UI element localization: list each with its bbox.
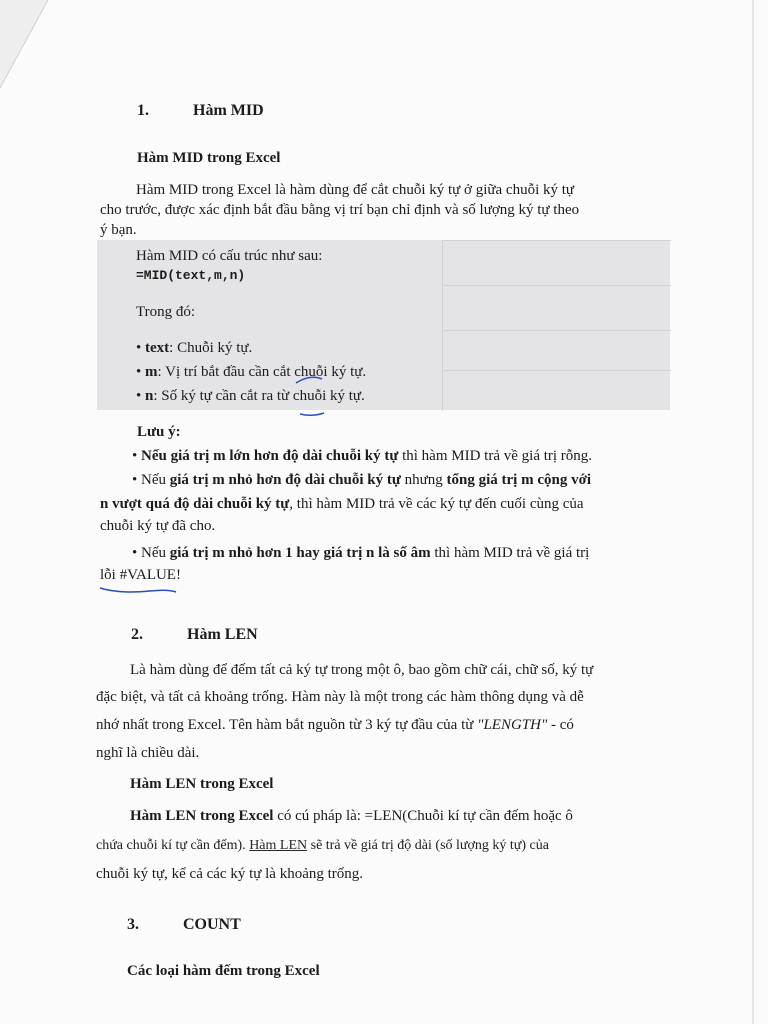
note3-line2: lỗi #VALUE! [100, 567, 181, 583]
pen-underline-value [100, 588, 176, 592]
param-name: n [145, 388, 154, 404]
note-label: Lưu ý: [137, 424, 181, 440]
note2-f: , thì hàm MID trả về các ký tự đến cuối cùng của [289, 496, 584, 512]
note2-d: tổng giá trị m cộng với [446, 472, 592, 488]
section2-desc-line4: nghĩ là chiều dài. [96, 745, 200, 761]
section2-subtitle: Hàm LEN trong Excel [130, 776, 274, 792]
syntax2-b: sẽ trả về giá trị độ dài (số lượng ký tự) của [307, 838, 549, 853]
section1-number: 1. [137, 102, 149, 119]
note3-c: thì hàm MID trả về giá trị [430, 545, 590, 561]
syntax-rest: có cú pháp là: =LEN(Chuỗi kí tự cần đếm hoặc ô [273, 808, 573, 824]
note2-line3: chuỗi ký tự đã cho. [100, 518, 216, 534]
section2-title: Hàm LEN [187, 626, 258, 643]
note2-c: nhưng [400, 472, 447, 488]
param-name: m [145, 364, 158, 380]
syntax-bold: Hàm LEN trong Excel [130, 808, 274, 824]
note2-a: Nếu [141, 472, 170, 488]
where-label: Trong đó: [136, 304, 196, 320]
section3-subtitle: Các loại hàm đếm trong Excel [127, 963, 320, 979]
note2-b: giá trị m nhỏ hơn độ dài chuỗi ký tự [169, 472, 401, 488]
note3-a: Nếu [141, 545, 170, 561]
pen-underline-tu [296, 377, 322, 383]
section3-title: COUNT [183, 916, 241, 933]
structure-label: Hàm MID có cấu trúc như sau: [136, 248, 323, 264]
desc3-c: - có [547, 717, 574, 733]
section2-number: 2. [131, 626, 143, 643]
section1-intro-line2: cho trước, được xác định bắt đầu bằng vị trí bạn chỉ định và số lượng ký tự theo [100, 202, 580, 218]
section1-intro-line1: Hàm MID trong Excel là hàm dùng để cắt chuỗi ký tự ở giữa chuỗi ký tự [136, 182, 575, 198]
pen-underline-mark [300, 413, 324, 415]
note1-rest: thì hàm MID trả về giá trị rỗng. [398, 448, 593, 464]
desc3-length: "LENGTH" [477, 717, 548, 733]
bullet: • [136, 388, 146, 404]
len-link[interactable]: Hàm LEN [249, 838, 308, 853]
note1-bold: Nếu giá trị m lớn hơn độ dài chuỗi ký tự [141, 448, 399, 464]
param-name: text [145, 340, 170, 356]
section3-number: 3. [127, 916, 139, 933]
syntax2-a: chứa chuỗi kí tự cần đếm). [96, 838, 250, 853]
note3-b: giá trị m nhỏ hơn 1 hay giá trị n là số âm [169, 545, 431, 561]
param-desc: : Vị trí bắt đầu cần cắt chuỗi ký tự. [157, 364, 367, 380]
desc3-a: nhớ nhất trong Excel. Tên hàm bắt nguồn từ 3 ký tự đầu của từ [96, 717, 478, 733]
bullet: • [136, 340, 146, 356]
param-desc: : Chuỗi ký tự. [169, 340, 253, 356]
note2-e: n vượt quá độ dài chuỗi ký tự [100, 496, 290, 512]
section2-desc-line1: Là hàm dùng để đếm tất cả ký tự trong một ô, bao gồm chữ cái, chữ số, ký tự [130, 662, 594, 678]
mid-formula: =MID(text,m,n) [136, 268, 246, 283]
section1-subtitle: Hàm MID trong Excel [137, 150, 281, 166]
bullet: • [132, 545, 142, 561]
param-desc: : Số ký tự cần cắt ra từ chuỗi ký tự. [153, 388, 365, 404]
bullet: • [136, 364, 146, 380]
section2-syntax-line3: chuỗi ký tự, kể cả các ký tự là khoảng trống. [96, 866, 364, 882]
section2-desc-line2: đặc biệt, và tất cả khoảng trống. Hàm này là một trong các hàm thông dụng và dễ [96, 689, 584, 705]
bullet: • [132, 472, 142, 488]
section1-title: Hàm MID [193, 102, 264, 119]
section1-intro-line3: ý bạn. [100, 222, 137, 238]
bullet: • [132, 448, 142, 464]
